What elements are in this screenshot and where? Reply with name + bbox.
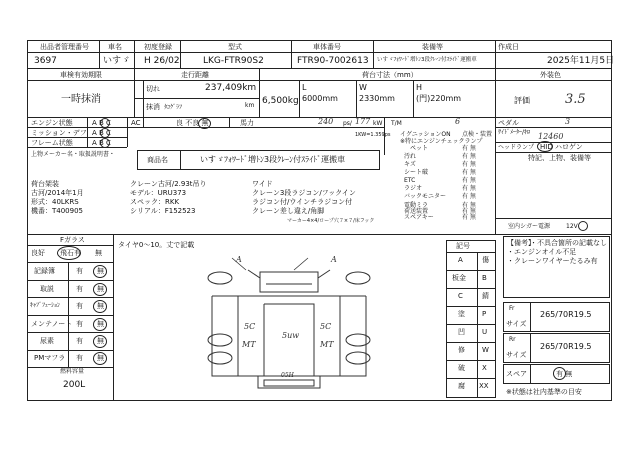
equip-right-0: ワイド <box>252 180 273 188</box>
ac-label: AC <box>131 119 141 127</box>
ignition-label: イグニッションON <box>400 131 451 138</box>
check-options: 有 無 <box>462 208 476 215</box>
remarks-line-1: ・エンジンオイル不足 <box>507 248 577 256</box>
diagram-mark-5c-left: 5C <box>244 322 256 331</box>
legend-meaning: 傷 <box>482 256 489 264</box>
diagram-mark-a2: A <box>331 255 337 264</box>
kw-note: 1KW=1.359ps <box>355 132 391 138</box>
tire-front-label: Fr <box>509 305 515 312</box>
header-label-model: 型式 <box>228 43 242 51</box>
pedal-label: ペダル <box>498 119 519 127</box>
header-label-equipment: 装備等 <box>422 43 443 51</box>
legend-symbol: 凹 <box>458 328 465 336</box>
doc-row-no: 無 <box>97 302 104 310</box>
legend-meaning: U <box>482 328 488 336</box>
label-cargo: 荷台寸法（mm） <box>362 71 418 79</box>
doc-row-no: 無 <box>97 285 104 293</box>
check-label: スペアキー <box>404 214 434 221</box>
tire-rear-size: 265/70R19.5 <box>540 342 592 351</box>
kw-label: kW <box>373 120 383 127</box>
diagram-note: タイヤ0～10。丈で記載 <box>118 241 195 249</box>
remarks-line-0: ・不具合箇所の記載なし <box>530 239 607 247</box>
remarks-line-2: ・クレーンワイヤーたるみ有 <box>507 257 598 265</box>
engine-label: エンジン状態 <box>31 119 73 127</box>
check-label: 荷送装置 <box>404 208 429 215</box>
diagram-mark-5c-right: 5C <box>320 322 332 331</box>
header-label-chassis: 車体番号 <box>313 43 341 51</box>
doc-row-label: 取説 <box>40 285 54 293</box>
doc-row-circle <box>93 300 107 313</box>
height-label: H <box>416 83 423 92</box>
legend-symbol: A <box>458 256 463 264</box>
crane-2: スペック：RKK <box>130 198 180 206</box>
mileage-value: 237,409km <box>205 83 257 93</box>
diagram-mark-mt-right: MT <box>320 340 334 349</box>
fglass-title: Fガラス <box>60 236 85 244</box>
fuel-label: 燃料容量 <box>60 368 85 375</box>
crane-0: クレーン古河/2.93t吊り <box>130 180 207 188</box>
doc-row-yes: 有 <box>76 285 83 293</box>
ps-value: 240 <box>318 117 334 126</box>
check-options: 有 無 <box>462 214 476 221</box>
label-reg-status: 車検有効期限 <box>60 71 102 79</box>
spare-options: 有 無 <box>556 370 573 378</box>
mission-label: ミッション・デフ <box>31 129 87 137</box>
length-label: L <box>302 83 307 92</box>
label-exterior: 外装色 <box>540 71 561 79</box>
check-label: 汚れ <box>404 153 417 160</box>
check-label: シート破 <box>404 169 429 176</box>
header-label-maker: 車名 <box>108 43 122 51</box>
fglass-none: 無 <box>95 249 102 257</box>
doc-row-label: ｷｬﾌﾞﾌｪｰｼｮﾝ <box>30 302 61 309</box>
fglass-chip: 飛石有 <box>60 249 81 257</box>
equip-left-0: 荷台架装 <box>31 180 59 188</box>
doc-row-label: PMマフラ <box>34 354 66 362</box>
check-heading: 点検・装置 <box>462 131 493 138</box>
ignition-note: ※特にエンジンチェックランプ <box>400 138 483 145</box>
check-options: 有 無 <box>462 169 476 176</box>
check-options: 有 無 <box>462 177 476 184</box>
check-label: ペット <box>410 145 429 152</box>
maker-name: いすゞ <box>103 56 131 66</box>
header-label-first-reg: 初度登録 <box>144 43 172 51</box>
legend-meaning: W <box>482 346 489 354</box>
length-value: 6000mm <box>302 94 338 103</box>
legend-symbol: 腐 <box>458 382 465 390</box>
special-label: 特記、上物、装備等 <box>528 154 591 162</box>
frame-label: フレーム状態 <box>31 139 73 147</box>
meter-label: ｻｲﾄﾞﾒｰﾀｰ/ｷﾛ <box>498 129 531 136</box>
tm-label: T/M <box>391 120 402 127</box>
headlight-option-circle <box>537 141 553 152</box>
doc-row-label: 記録簿 <box>34 267 55 275</box>
equip-left-3: 機番：T400905 <box>31 207 83 215</box>
check-label: ラジオ <box>404 185 423 192</box>
rating-value: 3.5 <box>565 92 586 107</box>
engine-grade: A B C <box>92 119 111 127</box>
frame-grade-circle <box>100 138 110 148</box>
rating-label: 評価 <box>514 96 530 105</box>
headlight-label: ヘッドランプ <box>498 144 535 151</box>
registration-status: 一時抹消 <box>61 94 101 105</box>
mileage-state-label: 切れ <box>146 85 160 93</box>
equip-right-4: マーカー4×4/ロープ穴７×７/床フック <box>287 218 375 224</box>
doc-row-label: 尿素 <box>40 337 54 345</box>
deleted-label: 抹消 <box>146 103 160 111</box>
cigar-label: 室内シガー電源 <box>508 223 551 230</box>
height-value: (門)220mm <box>416 94 462 103</box>
doc-row-no: 無 <box>97 320 104 328</box>
check-label: キズ <box>404 161 416 168</box>
product-name: いすゞﾌｫﾜｰﾄﾞ増ﾄﾝ3段ｸﾚｰﾝ付ｽﾗｲﾄﾞ運搬車 <box>200 155 346 164</box>
equipment-summary: いすゞﾌｫﾜｰﾄﾞ増ﾄﾝ3段ｸﾚｰﾝ付ｽﾗｲﾄﾞ運搬車 <box>377 57 477 63</box>
doc-row-yes: 有 <box>76 337 83 345</box>
ref-number: 3697 <box>34 56 57 66</box>
chassis-number: FTR90-7002613 <box>297 56 369 66</box>
spare-circle <box>553 367 566 380</box>
equip-left-2: 形式：40LKRS <box>31 198 79 206</box>
ac-options: 良 不良 無 <box>176 119 209 127</box>
ac-option-circle <box>198 118 211 129</box>
doc-row-yes: 有 <box>76 354 83 362</box>
legend-meaning: P <box>482 310 487 318</box>
doc-row-yes: 有 <box>76 320 83 328</box>
weight-value: 6,500kg <box>262 96 299 106</box>
legend-title: 記号 <box>456 242 470 250</box>
check-options: 有 無 <box>462 153 476 160</box>
maker-note: 上物メーカー名・取扱説明書・ <box>31 151 115 158</box>
diagram-mark-bumper: 05H <box>281 372 294 379</box>
first-registration: H 26/02 <box>144 56 180 66</box>
ps-label: ps/ <box>343 120 352 127</box>
crane-3: シリアル：F152523 <box>130 207 196 215</box>
remarks-title: 【備考】 <box>507 239 535 247</box>
legend-meaning: XX <box>479 382 489 390</box>
tire-front-size-label: サイズ <box>506 320 527 328</box>
mission-grade: A B C <box>92 129 111 137</box>
check-label: バックモニター <box>404 193 447 200</box>
created-date: 2025年11月5日 <box>547 56 615 66</box>
doc-row-no: 無 <box>97 337 104 345</box>
equip-left-1: 古河/2014年1月 <box>31 189 84 197</box>
tacho-label: ﾀｺｸﾞﾗﾌ <box>164 104 183 111</box>
equip-right-2: ラジコン付/ウインチラジコン付 <box>252 198 353 206</box>
tire-rear-size-label: サイズ <box>506 351 527 359</box>
diagram-mark-center: 5uw <box>282 331 300 340</box>
legend-symbol: 破 <box>458 364 465 372</box>
check-label: 電動ミラ <box>404 202 429 209</box>
width-value: 2330mm <box>359 94 395 103</box>
kw-value: 177 <box>355 117 371 126</box>
headlight-options: HID ハロゲン <box>540 143 583 151</box>
meter-value: 12460 <box>538 132 564 141</box>
fglass-chip-circle <box>57 246 81 260</box>
label-mileage: 走行距離 <box>181 71 209 79</box>
doc-row-circle <box>93 335 107 348</box>
check-options: 有 無 <box>462 185 476 192</box>
doc-row-yes: 有 <box>76 267 83 275</box>
power-label: 馬力 <box>240 119 254 127</box>
doc-row-yes: 有 <box>76 302 83 310</box>
legend-symbol: C <box>458 292 463 300</box>
cigar-value: 12V <box>566 223 578 230</box>
legend-meaning: X <box>482 364 487 372</box>
legend-meaning: B <box>482 274 487 282</box>
check-options: 有 無 <box>462 193 476 200</box>
legend-symbol: 修 <box>458 346 465 354</box>
frame-grade: A B C <box>92 139 111 147</box>
doc-row-circle <box>93 352 107 365</box>
tm-value: 6 <box>455 117 461 126</box>
cigar-circle <box>578 221 588 231</box>
doc-row-circle <box>93 318 107 331</box>
equip-right-3: クレーン差し違え/角脚 <box>252 207 325 215</box>
doc-row-circle <box>93 265 107 278</box>
check-options: 有 無 <box>462 202 476 209</box>
width-label: W <box>359 83 367 92</box>
diagram-mark-a1: A <box>236 255 242 264</box>
tire-front-size: 265/70R19.5 <box>540 310 592 319</box>
engine-grade-circle <box>100 118 110 128</box>
diagram-mark-mt-left: MT <box>242 340 256 349</box>
doc-row-circle <box>93 283 107 296</box>
mileage-unit: km <box>245 102 255 109</box>
doc-row-no: 無 <box>97 354 104 362</box>
mission-grade-circle <box>100 128 110 138</box>
pedal-value: 3 <box>565 117 571 126</box>
header-label-ref: 出品者管理番号 <box>40 43 89 51</box>
product-label: 商品名 <box>147 156 168 164</box>
tire-rear-label: Rr <box>509 336 516 343</box>
check-label: ETC <box>404 177 416 184</box>
equip-right-1: クレーン3段ラジコン/フックイン <box>252 189 356 197</box>
fglass-good: 良好 <box>31 249 45 257</box>
doc-row-no: 無 <box>97 267 104 275</box>
check-options: 有 無 <box>462 161 476 168</box>
check-options: 有 無 <box>462 145 476 152</box>
tire-footer: ※状態は社内基準の目安 <box>506 388 582 396</box>
header-label-created: 作成日 <box>498 43 519 51</box>
model-code: LKG-FTR90S2 <box>203 56 264 66</box>
crane-1: モデル：URU373 <box>130 189 187 197</box>
legend-symbol: 板金 <box>452 274 466 282</box>
spare-label: スペア <box>506 370 527 378</box>
doc-row-label: メンテノート <box>31 320 73 328</box>
fuel-value: 200L <box>63 380 86 390</box>
legend-meaning: 錆 <box>482 292 489 300</box>
legend-symbol: 塗 <box>458 310 465 318</box>
